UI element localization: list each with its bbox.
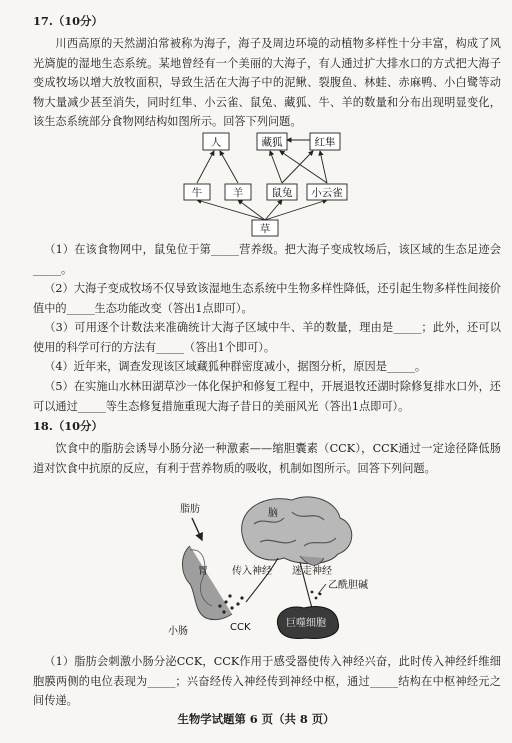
cck-mechanism-figure: [150, 494, 390, 642]
label-brain: 脑: [268, 508, 278, 519]
afferent-nerve-line: [246, 558, 278, 602]
food-web-diagram: [170, 128, 380, 246]
arrow-cattle-to-human: [197, 151, 214, 183]
question-17-part-2: （2）大海子变成牧场不仅导致该湿地生态系统中生物多样性降低，还引起生物多样性间接价值中的_____生态功能改变（答出1点即可）。: [33, 282, 501, 315]
label-macrophage: 巨噬细胞: [286, 618, 326, 629]
question-17-part-1: （1）在该食物网中，鼠兔位于第_____营养级。把大海子变成牧场后，该区域的生态足迹会_____。: [33, 243, 501, 276]
arrow-grass-to-sheep: [238, 200, 265, 220]
label-fat: 脂肪: [180, 504, 200, 515]
label-stomach: 胃: [198, 566, 208, 577]
question-18-intro: 饮食中的脂肪会诱导小肠分泌一种激素——缩胆囊素（CCK），CCK通过一定途径降低肠道对饮食中抗原的反应，有利于营养物质的吸收，机制如图所示。回答下列问题。: [33, 442, 501, 475]
brain-illustration: [242, 497, 352, 565]
node-sheep: 羊: [232, 187, 244, 199]
arrow-pika-to-fox: [270, 151, 282, 183]
question-18-heading: 18.（10分）: [33, 419, 103, 433]
node-lark: 小云雀: [311, 187, 343, 199]
page-footer: 生物学试题第 6 页（共 8 页）: [177, 712, 335, 726]
arrow-lark-to-kestrel: [320, 151, 327, 183]
label-cck: CCK: [230, 622, 251, 633]
question-17-part-5: （5）在实施山水林田湖草沙一体化保护和修复工程中，开展退牧还湖时除修复排水口外，还可以通过_____等生态修复措施重现大海子昔日的美丽风光（答出1点即可）。: [33, 380, 501, 413]
node-cattle: 牛: [191, 187, 203, 199]
node-kestrel: 红隼: [314, 136, 336, 149]
node-pika: 鼠兔: [271, 187, 293, 199]
label-small-intestine: 小肠: [168, 626, 188, 637]
question-18-part-1: （1）脂肪会刺激小肠分泌CCK，CCK作用于感受器使传入神经兴奋，此时传入神经纤维细胞膜两侧的电位表现为_____；兴奋经传入神经传到神经中枢，通过_____结构在中枢神经元之间传递。: [33, 655, 501, 708]
question-17-intro: 川西高原的天然湖泊常被称为海子，海子及周边环境的动植物多样性十分丰富，构成了风光旖旎的湿地生态系统。某地曾经有一个美丽的大海子，有人通过扩大排水口的方式把大海子变成牧场以增大放牧面积，导致生活在大海子中的泥鳅、裂腹鱼、林蛙、赤麻鸭、小白鹭等动物大量减少甚至消失，同时红隼、小云雀、鼠兔、藏狐、牛、羊的数量和分布出现明显变化，该生态系统部分食物网结构如图所示。回答下列问题。: [33, 37, 501, 129]
question-17-heading: 17.（10分）: [33, 14, 103, 28]
node-tibetan-fox: 藏狐: [261, 136, 283, 149]
question-17-part-3: （3）可用逐个计数法来准确统计大海子区域中牛、羊的数量，理由是_____；此外，还可以使用的科学可行的方法有_____（答出1个即可）。: [33, 321, 501, 354]
arrow-grass-to-lark: [265, 200, 327, 220]
question-17-part-4: （4）近年来，调查发现该区域藏狐种群密度减小，据图分析，原因是_____。: [44, 360, 427, 373]
label-afferent-nerve: 传入神经: [232, 566, 272, 577]
label-vagus-nerve: 迷走神经: [292, 566, 332, 577]
arrow-grass-to-cattle: [197, 200, 265, 220]
stomach-intestine-illustration: [183, 546, 233, 620]
arrow-sheep-to-human: [220, 151, 238, 183]
node-human: 人: [210, 136, 222, 149]
label-acetylcholine: 乙酰胆碱: [328, 580, 368, 591]
node-grass: 草: [259, 223, 271, 235]
